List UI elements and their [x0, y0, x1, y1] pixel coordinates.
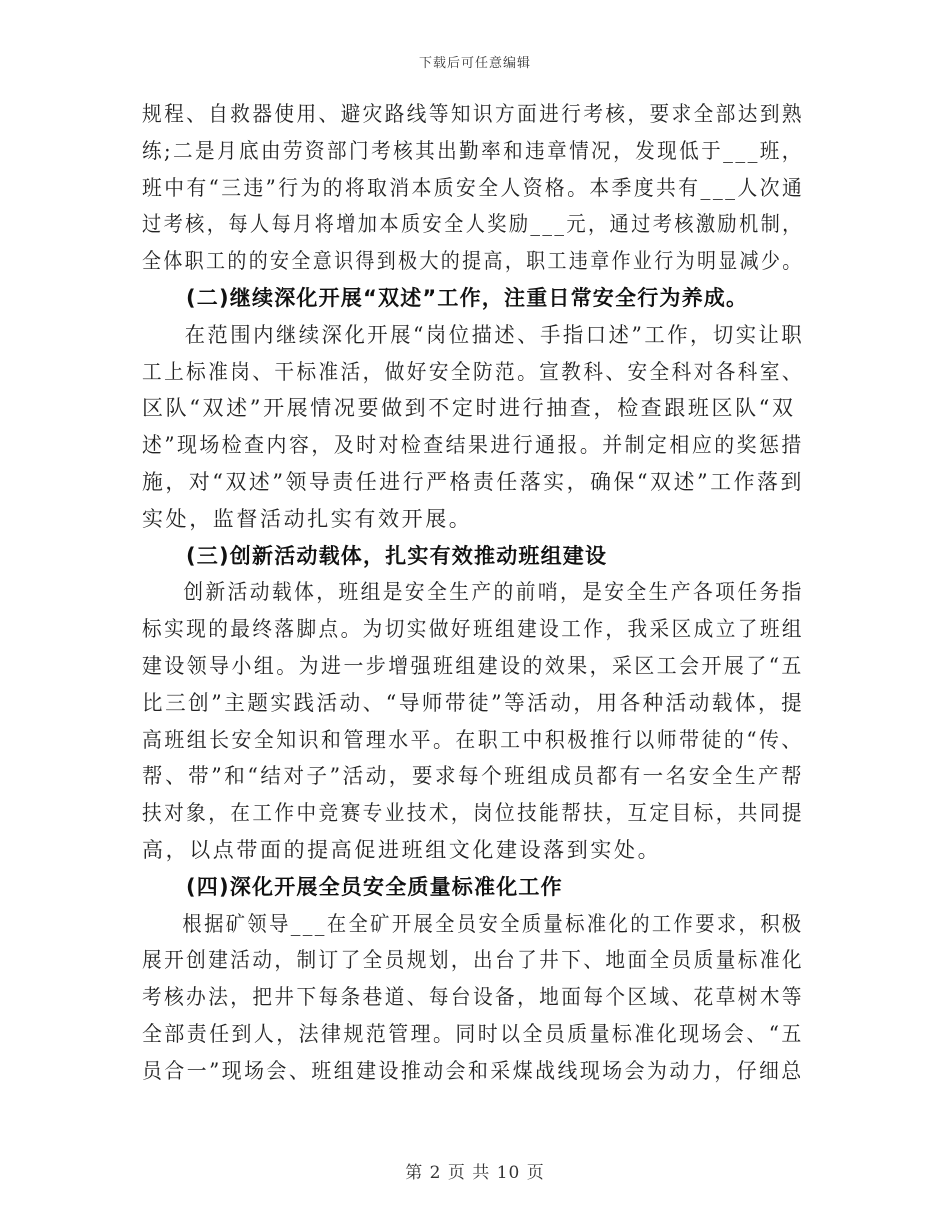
page-header: 下载后可任意编辑 [418, 56, 531, 71]
paragraph-assessment [142, 96, 804, 280]
text-line: 创新活动载体，班组是安全生产的前哨，是安全生产各项任务指 [183, 580, 804, 605]
paragraph-dual-description [142, 317, 804, 538]
text-line: 根据矿领导___在全矿开展全员安全质量标准化的工作要求，积极 [182, 911, 804, 936]
paragraph-quality-standard [142, 906, 804, 1090]
text-line: 过考核，每人每月将增加本质安全人奖励___元，通过考核激励机制， [142, 212, 804, 237]
text-line: 帮、带”和“结对子”活动，要求每个班组成员都有一名安全生产帮 [142, 764, 805, 789]
text-line: 班中有“三违”行为的将取消本质安全人资格。本季度共有___人次通 [142, 175, 805, 200]
text-line: 施，对“双述”领导责任进行严格责任落实，确保“双述”工作落到 [142, 469, 804, 494]
text-line: 区队“双述”开展情况要做到不定时进行抽查，检查跟班区队“双 [142, 396, 796, 421]
text-line: 员合一”现场会、班组建设推动会和采煤战线现场会为动力，仔细总 [142, 1058, 804, 1083]
text-line: 述”现场检查内容，及时对检查结果进行通报。并制定相应的奖惩措 [142, 433, 804, 458]
text-line: 全部责任到人，法律规范管理。同时以全员质量标准化现场会、“五 [142, 1021, 804, 1046]
text-line: 建设领导小组。为进一步增强班组建设的效果，采区工会开展了“五 [142, 653, 804, 678]
text-line: 工上标准岗、干标准活，做好安全防范。宣教科、安全科对各科室、 [142, 359, 804, 384]
text-line: 标实现的最终落脚点。为切实做好班组建设工作，我采区成立了班组 [142, 617, 804, 642]
document-body [142, 96, 804, 1090]
text-line: 扶对象，在工作中竞赛专业技术，岗位技能帮扶，互定目标，共同提 [142, 801, 804, 826]
text-line: 实处，监督活动扎实有效开展。 [142, 506, 473, 531]
text-line: 比三创”主题实践活动、“导师带徒”等活动，用各种活动载体，提 [142, 690, 805, 715]
text-line: 高，以点带面的提高促进班组文化建设落到实处。 [142, 837, 662, 862]
text-line: 考核办法，把井下每条巷道、每台设备，地面每个区域、花草树木等 [142, 985, 804, 1010]
section-heading-2: (二)继续深化开展“双述”工作，注重日常安全行为养成。 [186, 285, 749, 310]
text-line: 展开创建活动，制订了全员规划，出台了井下、地面全员质量标准化 [142, 948, 804, 973]
section-heading-4: (四)深化开展全员安全质量标准化工作 [186, 874, 563, 899]
text-line: 高班组长安全知识和管理水平。在职工中积极推行以师带徒的“传、 [142, 727, 804, 752]
section-heading-3: (三)创新活动载体，扎实有效推动班组建设 [186, 543, 608, 568]
text-line: 练;二是月底由劳资部门考核其出勤率和违章情况，发现低于___班， [142, 138, 804, 163]
text-line: 全体职工的的安全意识得到极大的提高，职工违章作业行为明显减少。 [142, 249, 804, 274]
page-footer: 第 2 页 共 10 页 [405, 1163, 545, 1183]
text-line: 在范围内继续深化开展“岗位描述、手指口述”工作，切实让职 [184, 322, 805, 347]
text-line: 规程、自救器使用、避灾路线等知识方面进行考核，要求全部达到熟 [142, 102, 804, 126]
paragraph-team-building [142, 574, 804, 868]
